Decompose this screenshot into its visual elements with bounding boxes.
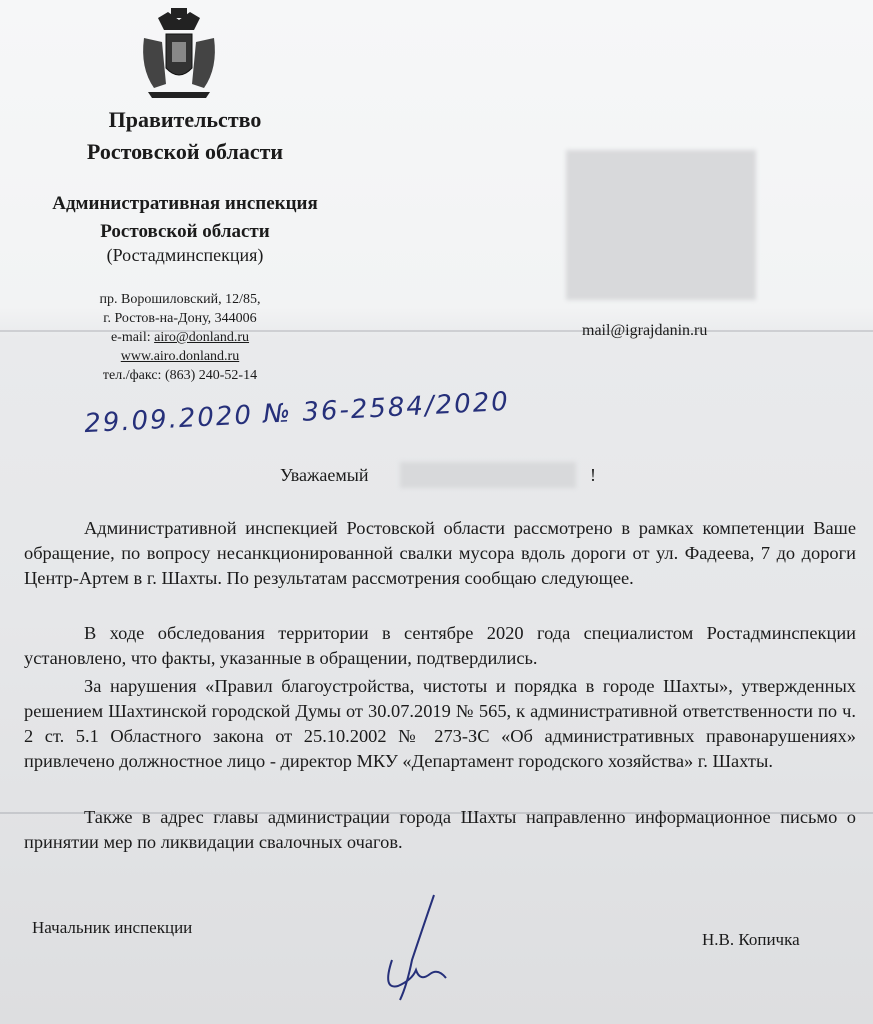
paragraph-3: За нарушения «Правил благоустройства, чистоты и порядка в городе Шахты», утвержденных решением Шахтинской городской Думы от 30.07.2019 № 565, к административной ответственности по ч. 2 ст. 5.1 Областного закона от 25.10.2002 № 273-ЗС «Об административных правонарушениях» привлечено должностное лицо - директор МКУ «Департамент городского хозяйства» г. Шахты. <box>24 676 856 771</box>
email-link[interactable]: airo@donland.ru <box>154 330 250 345</box>
paragraph-4: Также в адрес главы администрации города Шахты направленно информационное письмо о принятии мер по ликвидации свалочных очагов. <box>24 807 856 852</box>
handwritten-reference: 29.09.2020 № 36-2584/2020 <box>83 386 511 440</box>
email-line <box>70 328 290 347</box>
agency-title <box>0 190 370 246</box>
city: г. Ростов-на-Дону, 344006 <box>103 311 257 326</box>
signature-icon <box>372 890 452 1010</box>
recipient-email: mail@igrajdanin.ru <box>582 322 708 339</box>
agency-short: (Ростадминспекция) <box>106 245 264 265</box>
signature-role: Начальник инспекции <box>32 918 193 937</box>
gov-line1: Правительство <box>108 107 262 132</box>
email-label: e-mail: <box>110 330 155 345</box>
signatory-name: Н.В. Копичка <box>702 930 800 949</box>
coat-of-arms-icon <box>138 8 220 100</box>
sender-address <box>70 290 290 385</box>
paragraph-1: Административной инспекцией Ростовской области рассмотрено в рамках компетенции Ваше обращение, по вопросу несанкционированной свалки мусора вдоль дороги от ул. Фадеева, 7 до дороги Центр-Артем в г. Шахты. По результатам рассмотрения сообщаю следующее. <box>24 518 856 588</box>
gov-line2: Ростовской области <box>86 139 284 164</box>
paragraph-2: В ходе обследования территории в сентябре 2020 года специалистом Ростадминспекции установлено, что факты, указанные в обращении, подтвердились. <box>24 623 856 668</box>
agency-line1: Административная инспекция <box>52 193 318 214</box>
salutation-end: ! <box>590 465 596 485</box>
salutation: Уважаемый <box>280 465 369 485</box>
government-title <box>0 104 370 168</box>
agency-line2: Ростовской области <box>100 221 270 242</box>
website-link[interactable]: www.airo.donland.ru <box>120 349 240 364</box>
street: пр. Ворошиловский, 12/85, <box>99 292 261 307</box>
phone: тел./факс: (863) 240-52-14 <box>102 368 258 383</box>
redacted-name <box>400 462 576 488</box>
redacted-recipient-block <box>566 150 756 300</box>
